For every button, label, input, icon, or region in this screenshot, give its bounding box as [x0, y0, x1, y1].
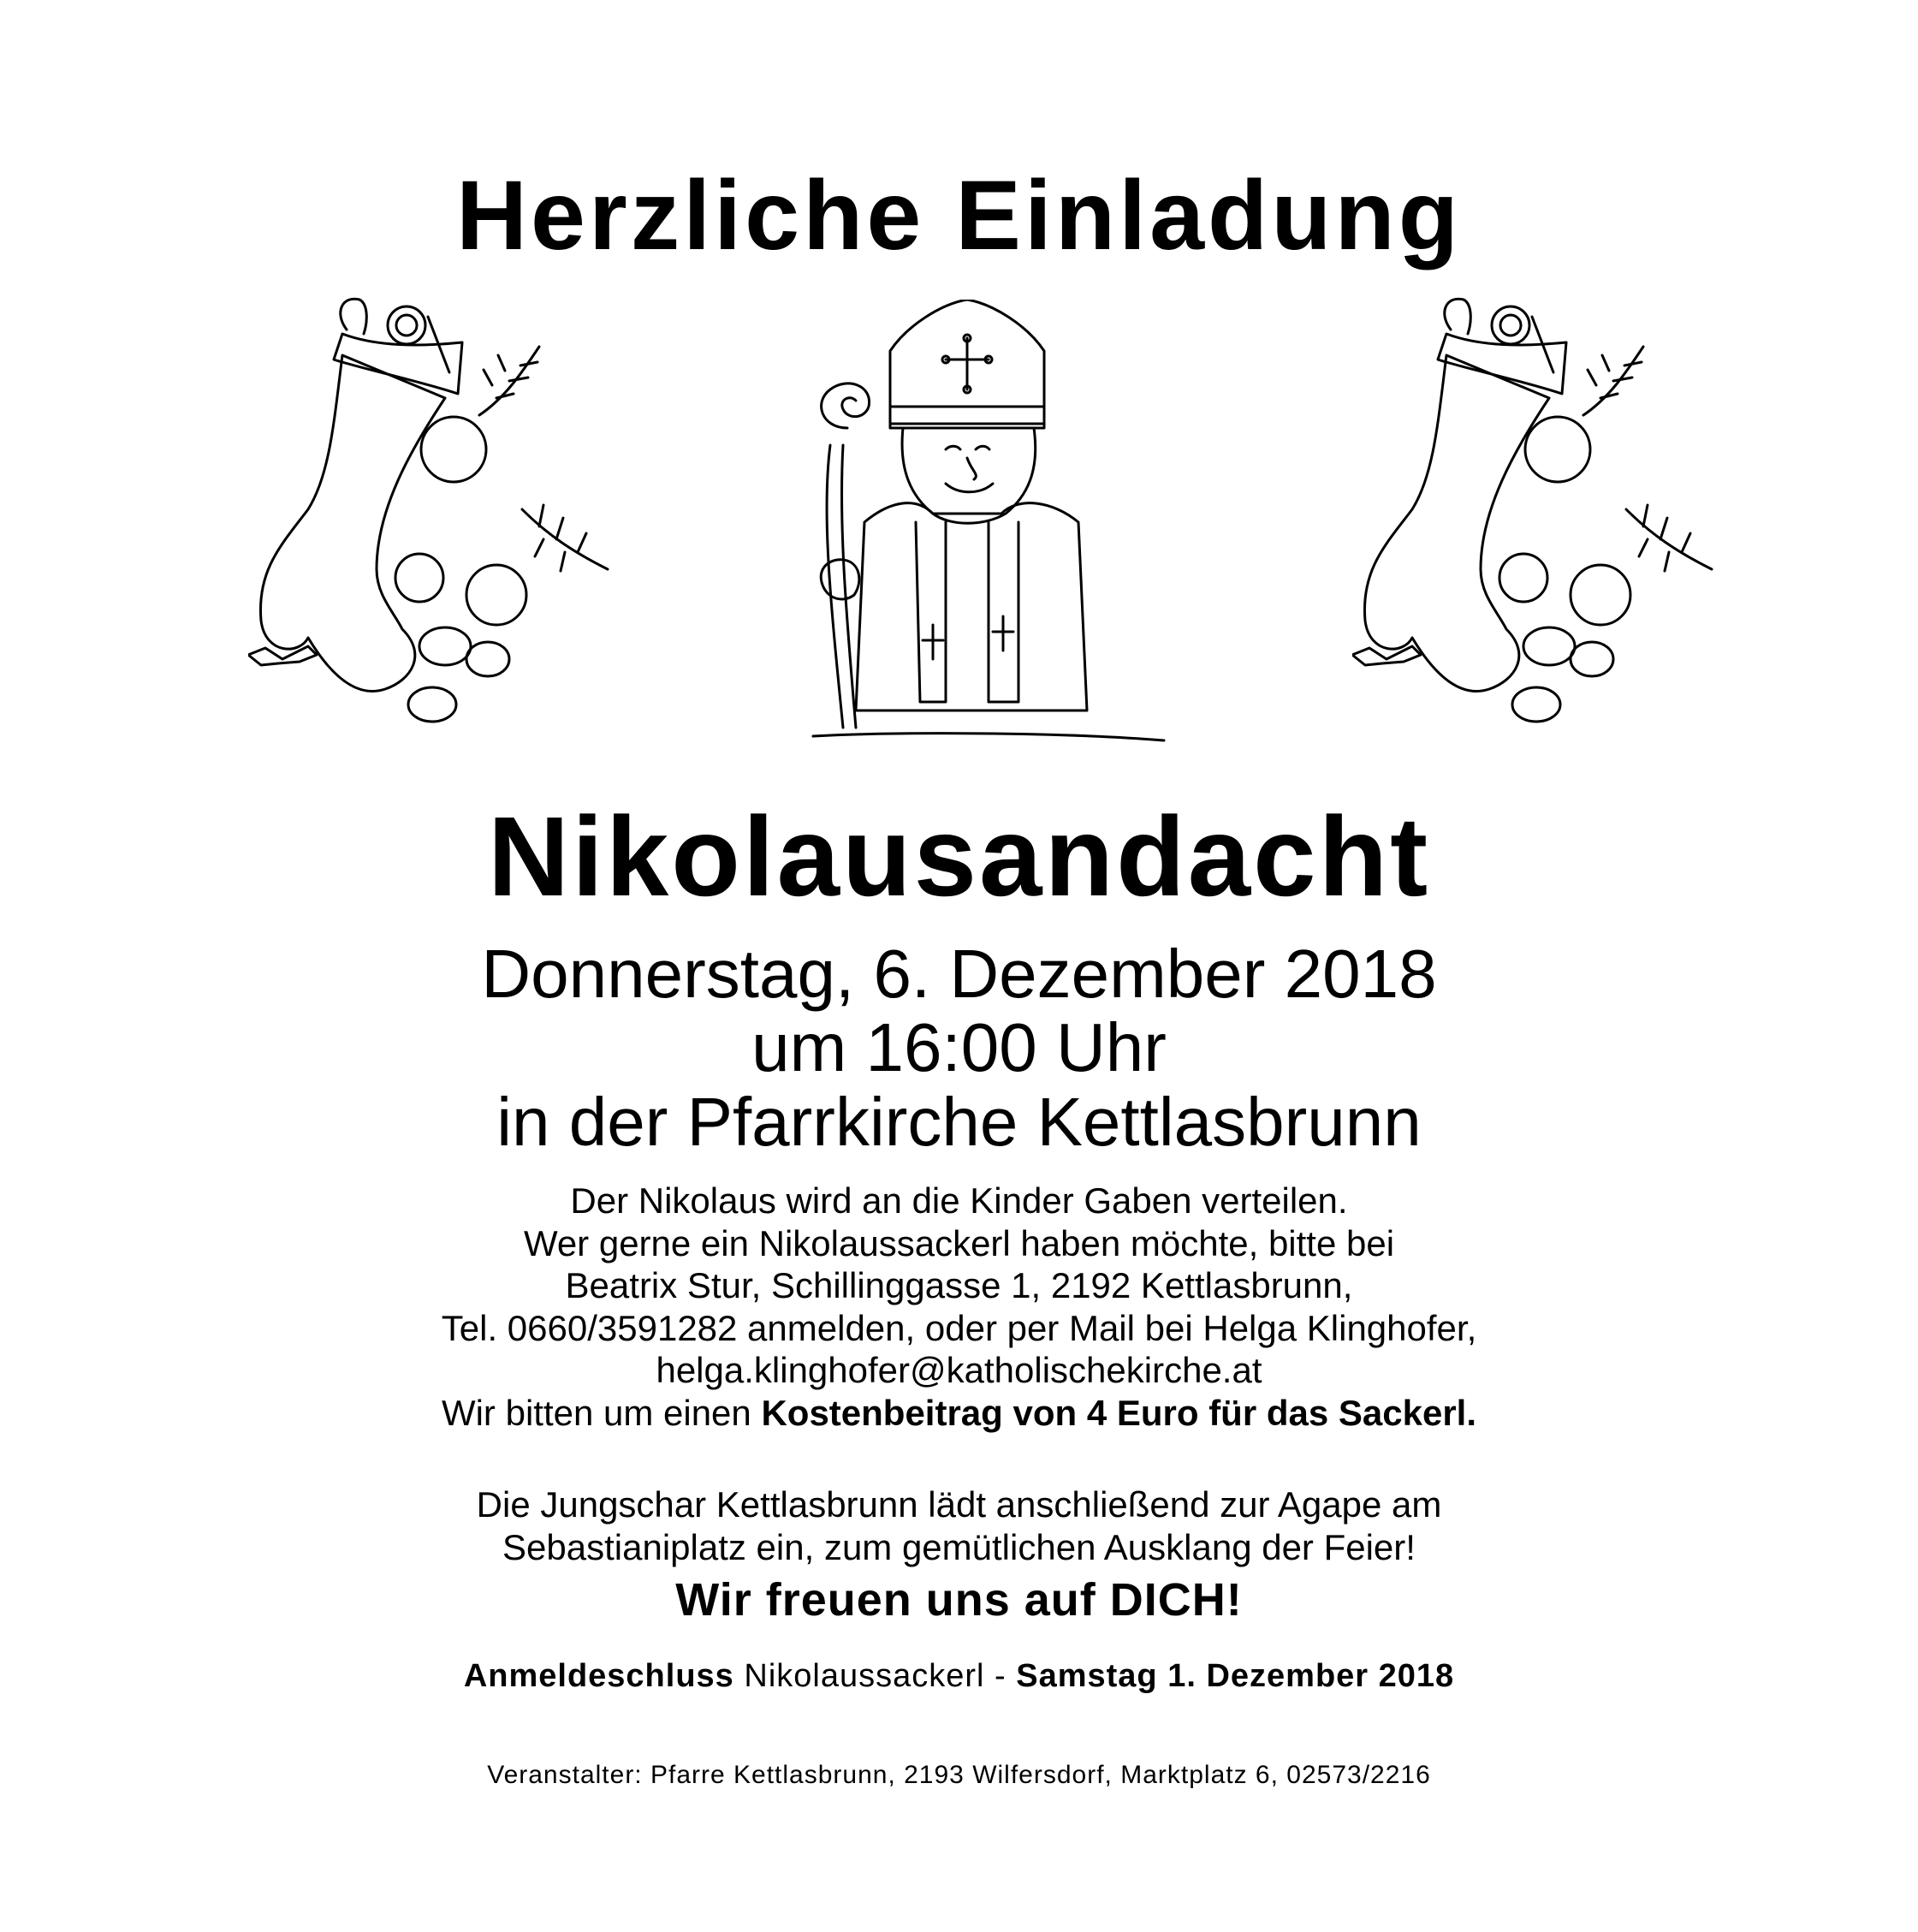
info-line: Wer gerne ein Nikolaussackerl haben möchte, bitte bei: [523, 1222, 1395, 1263]
event-date: Donnerstag, 6. Dezember 2018: [481, 936, 1437, 1012]
invitation-heading: Herzliche Einladung: [455, 161, 1463, 270]
event-info: [0, 1180, 1918, 1568]
stocking-with-gifts-icon: [1352, 295, 1737, 732]
event-details: [0, 937, 1918, 1159]
event-place: in der Pfarrkirche Kettlasbrunn: [496, 1083, 1422, 1160]
deadline-date: Samstag 1. Dezember 2018: [1016, 1658, 1455, 1694]
agape-line: Sebastianiplatz ein, zum gemütlichen Ausklang der Feier!: [502, 1526, 1416, 1567]
event-time: um 16:00 Uhr: [751, 1009, 1167, 1086]
cost-amount: Kostenbeitrag von 4 Euro für das Sackerl.: [761, 1392, 1477, 1433]
deadline-item: Nikolaussackerl -: [733, 1658, 1017, 1694]
organizer-footer: Veranstalter: Pfarre Kettlasbrunn, 2193 Wilfersdorf, Marktplatz 6, 02573/2216: [487, 1761, 1431, 1789]
contact-email: helga.klinghofer@katholischekirche.at: [656, 1350, 1262, 1391]
info-line: Der Nikolaus wird an die Kinder Gaben verteilen.: [570, 1180, 1348, 1221]
registration-deadline: [0, 1658, 1918, 1695]
cost-prefix: Wir bitten um einen: [441, 1392, 762, 1433]
saint-nicholas-icon: [762, 300, 1181, 745]
event-title: Nikolausandacht: [487, 794, 1431, 919]
info-line: Tel. 0660/3591282 anmelden, oder per Mail bei Helga Klinghofer,: [441, 1307, 1477, 1348]
cheer-text: Wir freuen uns auf DICH!: [675, 1574, 1243, 1626]
stocking-with-gifts-icon: [248, 295, 633, 732]
deadline-label: Anmeldeschluss: [463, 1658, 734, 1694]
info-line: Beatrix Stur, Schillinggasse 1, 2192 Kettlasbrunn,: [565, 1265, 1353, 1306]
cost-line: [0, 1392, 1918, 1435]
agape-line: Die Jungschar Kettlasbrunn lädt anschließend zur Agape am: [476, 1484, 1442, 1525]
